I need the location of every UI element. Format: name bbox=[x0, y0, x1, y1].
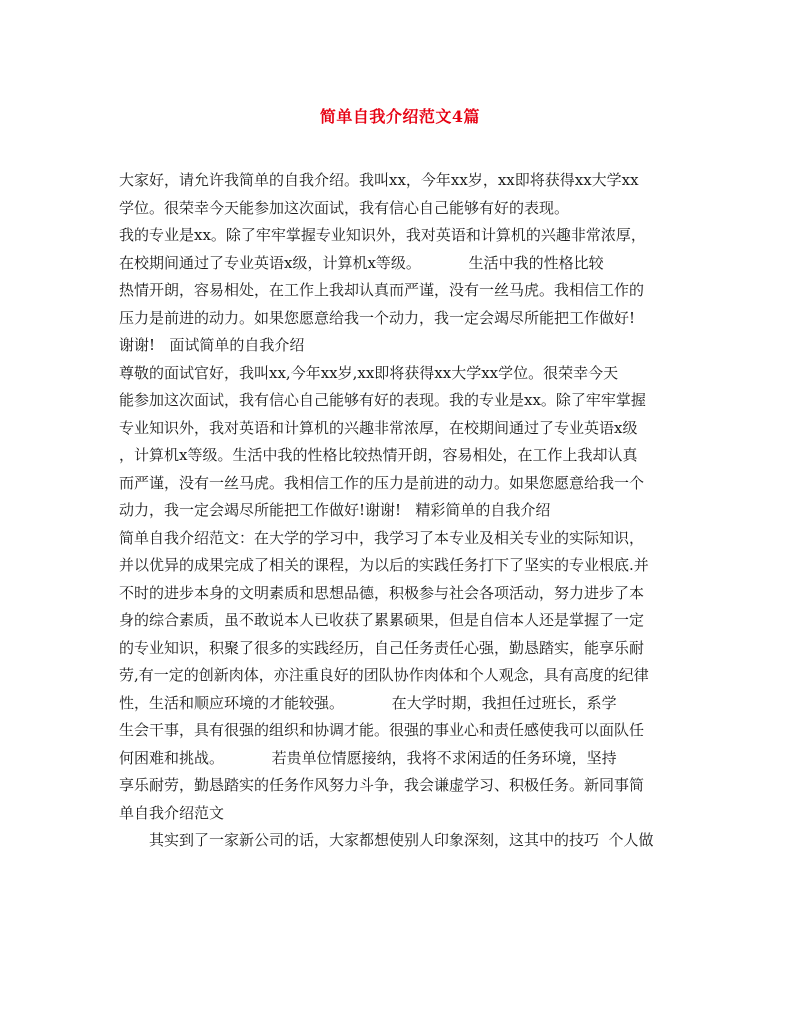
body-line: 简单自我介绍范文：在大学的学习中，我学习了本专业及相关专业的实际知识， bbox=[119, 528, 645, 547]
document-body bbox=[119, 167, 685, 855]
body-line: 动力，我一定会竭尽所能把工作做好!谢谢! 精彩简单的自我介绍 bbox=[119, 501, 551, 519]
body-line: 的专业知识，积聚了很多的实践经历，自己任务责任心强，勤恳踏实，能享乐耐 bbox=[119, 638, 645, 657]
body-line: 我的专业是xx。除了牢牢掌握专业知识外，我对英语和计算机的兴趣非常浓厚， bbox=[119, 226, 646, 244]
body-line: 而严谨，没有一丝马虎。我相信工作的压力是前进的动力。如果您愿意给我一个 bbox=[119, 473, 645, 492]
body-line: 能参加这次面试，我有信心自己能够有好的表现。我的专业是xx。除了牢牢掌握 bbox=[119, 391, 646, 409]
body-line: 热情开朗，容易相处，在工作上我却认真而严谨，没有一丝马虎。我相信工作的 bbox=[119, 281, 645, 299]
body-line: 学位。很荣幸今天能参加这次面试，我有信心自己能够有好的表现。 bbox=[119, 198, 570, 217]
body-line: 在校期间通过了专业英语x级，计算机x等级。 生活中我的性格比较 bbox=[119, 253, 604, 272]
body-line: 压力是前进的动力。如果您愿意给我一个动力，我一定会竭尽所能把工作做好! bbox=[119, 308, 636, 327]
body-line: 不时的进步本身的文明素质和思想品德，积极参与社会各项活动，努力进步了本 bbox=[119, 583, 645, 602]
body-line: 生会干事，具有很强的组织和协调才能。很强的事业心和责任感使我可以面队任 bbox=[119, 721, 645, 739]
body-line: 单自我介绍范文 bbox=[119, 803, 225, 822]
body-line: 并以优异的成果完成了相关的课程，为以后的实践任务打下了坚实的专业根底.并 bbox=[119, 556, 649, 574]
body-line: 尊敬的面试官好，我叫xx,今年xx岁,xx即将获得xx大学xx学位。很荣幸今天 bbox=[119, 363, 619, 382]
body-line: 专业知识外，我对英语和计算机的兴趣非常浓厚，在校期间通过了专业英语x级 bbox=[119, 418, 638, 437]
body-line: 性，生活和顺应环境的才能较强。 在大学时期，我担任过班长，系学 bbox=[119, 693, 617, 712]
body-line: 劳,有一定的创新肉体，亦注重良好的团队协作肉体和个人观念，具有高度的纪律 bbox=[119, 666, 649, 684]
body-line: 其实到了一家新公司的话，大家都想使别人印象深刻，这其中的技巧 个人做 bbox=[149, 831, 654, 849]
body-line: 身的综合素质，虽不敢说本人已收获了累累硕果，但是自信本人还是掌握了一定 bbox=[119, 611, 645, 629]
body-line: 谢谢! 面试简单的自我介绍 bbox=[119, 336, 305, 354]
body-line: 大家好，请允许我简单的自我介绍。我叫xx，今年xx岁，xx即将获得xx大学xx bbox=[119, 171, 639, 189]
document-title: 简单自我介绍范文4篇 bbox=[319, 107, 481, 126]
body-line: ，计算机x等级。生活中我的性格比较热情开朗，容易相处，在工作上我却认真 bbox=[119, 446, 638, 464]
body-line: 何困难和挑战。 若贵单位情愿接纳，我将不求闲适的任务环境，坚持 bbox=[119, 748, 617, 767]
body-line: 享乐耐劳，勤恳踏实的任务作风努力斗争，我会谦虚学习、积极任务。新同事简 bbox=[119, 776, 645, 794]
